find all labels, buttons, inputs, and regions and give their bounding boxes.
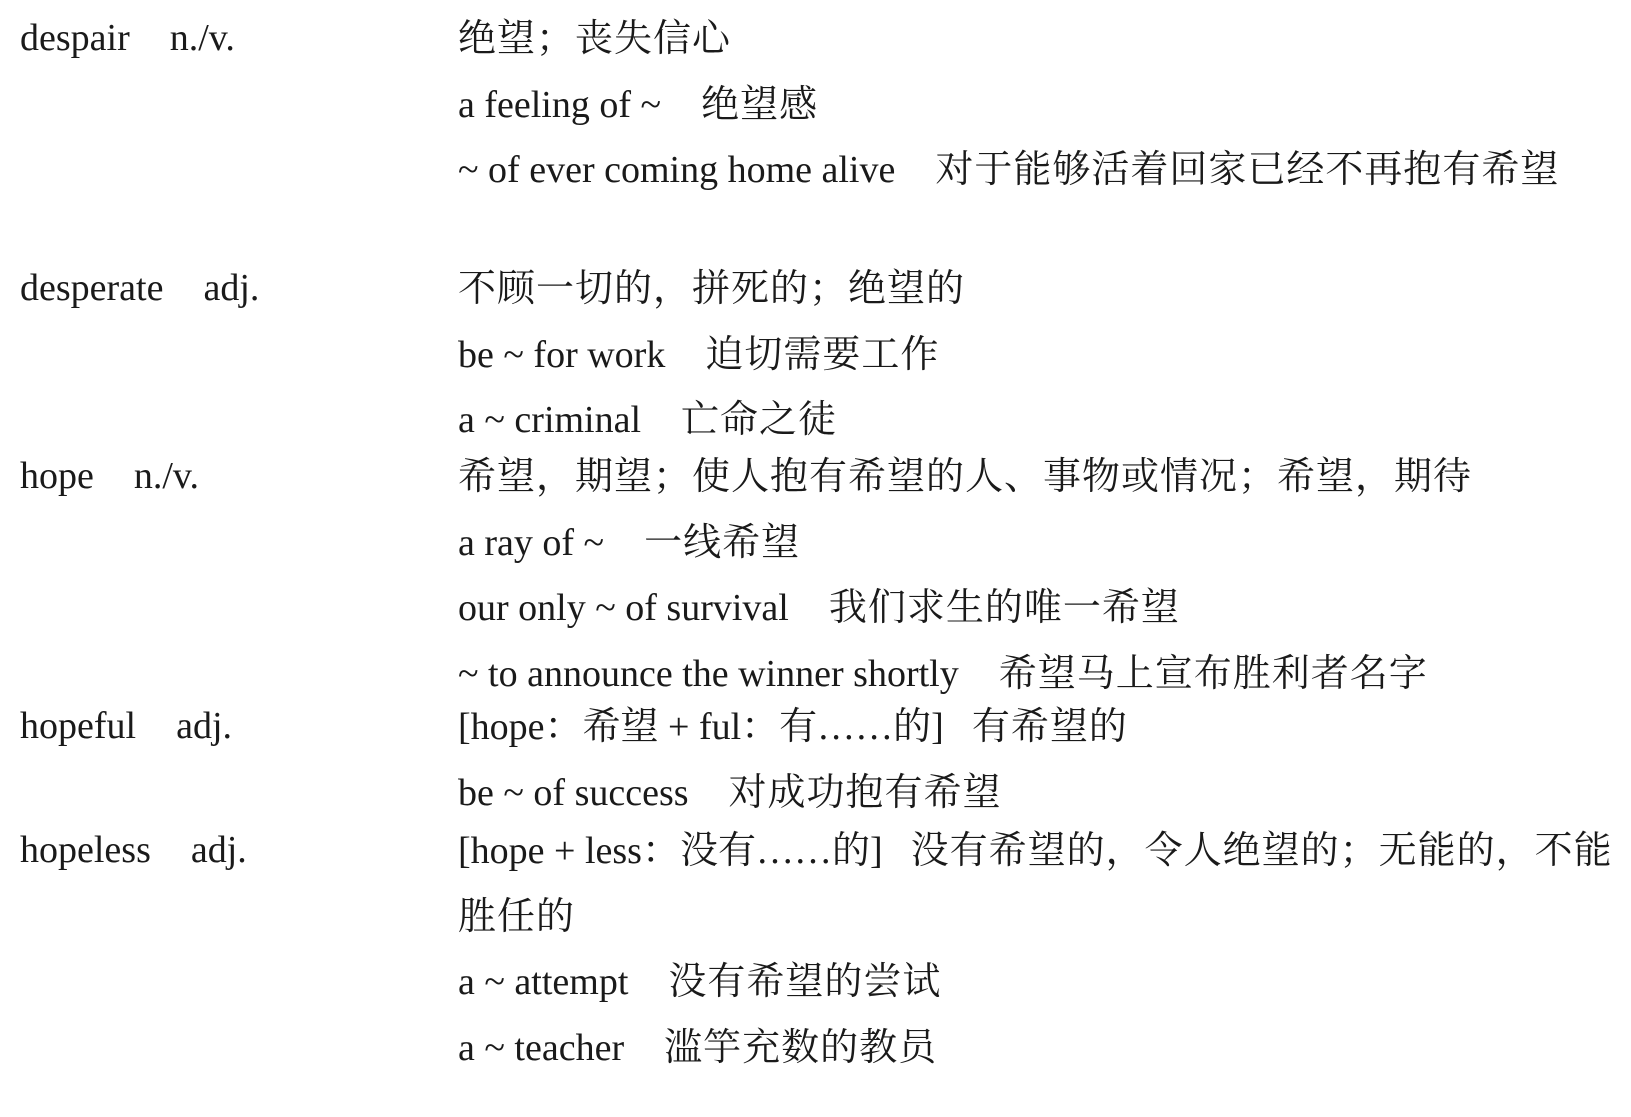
example-chinese: 绝望感: [701, 81, 819, 126]
example-english: be ~ of success: [458, 771, 689, 814]
example-english: be ~ for work: [458, 333, 666, 376]
example-chinese: 我们求生的唯一希望: [828, 585, 1180, 629]
example-chinese: 希望马上宣布胜利者名字: [998, 650, 1428, 695]
example-chinese: 一线希望: [644, 519, 801, 564]
example-english: a ~ teacher: [458, 1026, 625, 1069]
example-chinese: 亡命之徒: [681, 397, 838, 441]
example-english: a ~ attempt: [458, 961, 629, 1003]
example-line: [458, 137, 1618, 203]
example-english: ~ to announce the winner shortly: [458, 652, 959, 695]
definition-line: [458, 444, 1618, 510]
headword-text: despair: [20, 17, 130, 59]
entry-hopeful: [0, 694, 1618, 825]
definition-line: [458, 256, 1618, 322]
entry-lines: [458, 818, 1618, 1080]
example-chinese: 没有希望的尝试: [668, 959, 942, 1003]
headword: [20, 818, 247, 882]
definition: 有希望的: [971, 704, 1128, 748]
example-english: a ray of ~: [458, 521, 605, 564]
headword: [20, 256, 259, 320]
example-english: ~ of ever coming home alive: [458, 149, 896, 191]
headword-text: hopeless: [20, 829, 151, 871]
part-of-speech: n./v.: [133, 455, 199, 497]
example-line: [458, 387, 1618, 453]
etymology: [hope + less：没有……的]: [458, 830, 883, 872]
example-chinese: 迫切需要工作: [705, 331, 940, 376]
example-line: [458, 575, 1618, 641]
definition-line: [458, 818, 1618, 949]
entry-despair: [0, 6, 1618, 203]
headword-text: desperate: [20, 267, 164, 309]
part-of-speech: adj.: [190, 829, 247, 871]
part-of-speech: n./v.: [169, 17, 235, 59]
example-chinese: 对于能够活着回家已经不再抱有希望: [935, 147, 1560, 191]
definition-line: [458, 6, 1618, 72]
example-english: a ~ criminal: [458, 399, 642, 441]
example-line: [458, 72, 1618, 138]
example-line: [458, 760, 1618, 826]
definition: 没有希望的，令人绝望的；无能的，不能胜任的: [458, 828, 1613, 938]
definition: 不顾一切的，拼死的；绝望的: [458, 266, 966, 310]
entry-lines: [458, 694, 1618, 825]
part-of-speech: adj.: [176, 705, 233, 747]
example-line: [458, 510, 1618, 576]
entry-hope: [0, 444, 1618, 706]
headword-text: hope: [20, 455, 94, 497]
example-english: our only ~ of survival: [458, 587, 789, 629]
example-line: [458, 322, 1618, 388]
headword: [20, 694, 232, 758]
example-line: [458, 1015, 1618, 1081]
headword: [20, 6, 235, 70]
etymology: [hope：希望 + ful：有……的]: [458, 706, 944, 748]
headword-text: hopeful: [20, 705, 137, 747]
definition-line: [458, 694, 1618, 760]
entry-hopeless: [0, 818, 1618, 1080]
entry-lines: [458, 6, 1618, 203]
entry-lines: [458, 256, 1618, 453]
example-chinese: 对成功抱有希望: [728, 769, 1002, 814]
definition: 绝望；丧失信心: [458, 16, 732, 60]
headword: [20, 444, 199, 508]
entry-desperate: [0, 256, 1618, 453]
example-english: a feeling of ~: [458, 83, 662, 126]
entry-lines: [458, 444, 1618, 706]
part-of-speech: adj.: [203, 267, 260, 309]
example-line: [458, 949, 1618, 1015]
example-chinese: 滥竽充数的教员: [664, 1024, 938, 1069]
definition: 希望，期望；使人抱有希望的人、事物或情况；希望，期待: [458, 454, 1473, 498]
